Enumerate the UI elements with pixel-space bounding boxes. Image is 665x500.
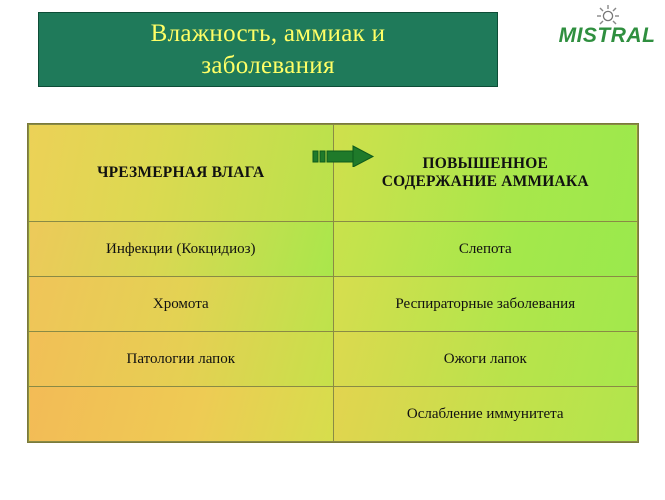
header-right-label-line2: СОДЕРЖАНИЕ АММИАКА: [381, 173, 589, 191]
sun-icon: [595, 4, 621, 26]
logo: [551, 4, 663, 50]
title-line-2: заболевания: [201, 51, 335, 79]
cell-right: Ожоги лапок: [333, 332, 638, 387]
table-row: [29, 387, 638, 442]
cell-left: Патологии лапок: [29, 332, 334, 387]
table-row: [29, 222, 638, 277]
header-cell-right: [333, 125, 638, 222]
cell-left: Хромота: [29, 277, 334, 332]
logo-wordmark: MISTRAL: [558, 24, 656, 47]
table-row: [29, 277, 638, 332]
title-line-1: Влажность, аммиак и: [150, 20, 386, 48]
header-left-label: ЧРЕЗМЕРНАЯ ВЛАГА: [97, 163, 265, 181]
cell-right: Ослабление иммунитета: [333, 387, 638, 442]
header-cell-left: [29, 125, 334, 222]
table-header-row: [29, 125, 638, 222]
comparison-table: [27, 123, 639, 443]
table-row: [29, 332, 638, 387]
cell-left: [29, 387, 334, 442]
cell-right: Респираторные заболевания: [333, 277, 638, 332]
header-right-label-line1: ПОВЫШЕННОЕ: [422, 154, 549, 172]
slide-title-box: [38, 12, 498, 87]
cell-right: Слепота: [333, 222, 638, 277]
cell-left: Инфекции (Кокцидиоз): [29, 222, 334, 277]
page-title: [151, 18, 386, 81]
